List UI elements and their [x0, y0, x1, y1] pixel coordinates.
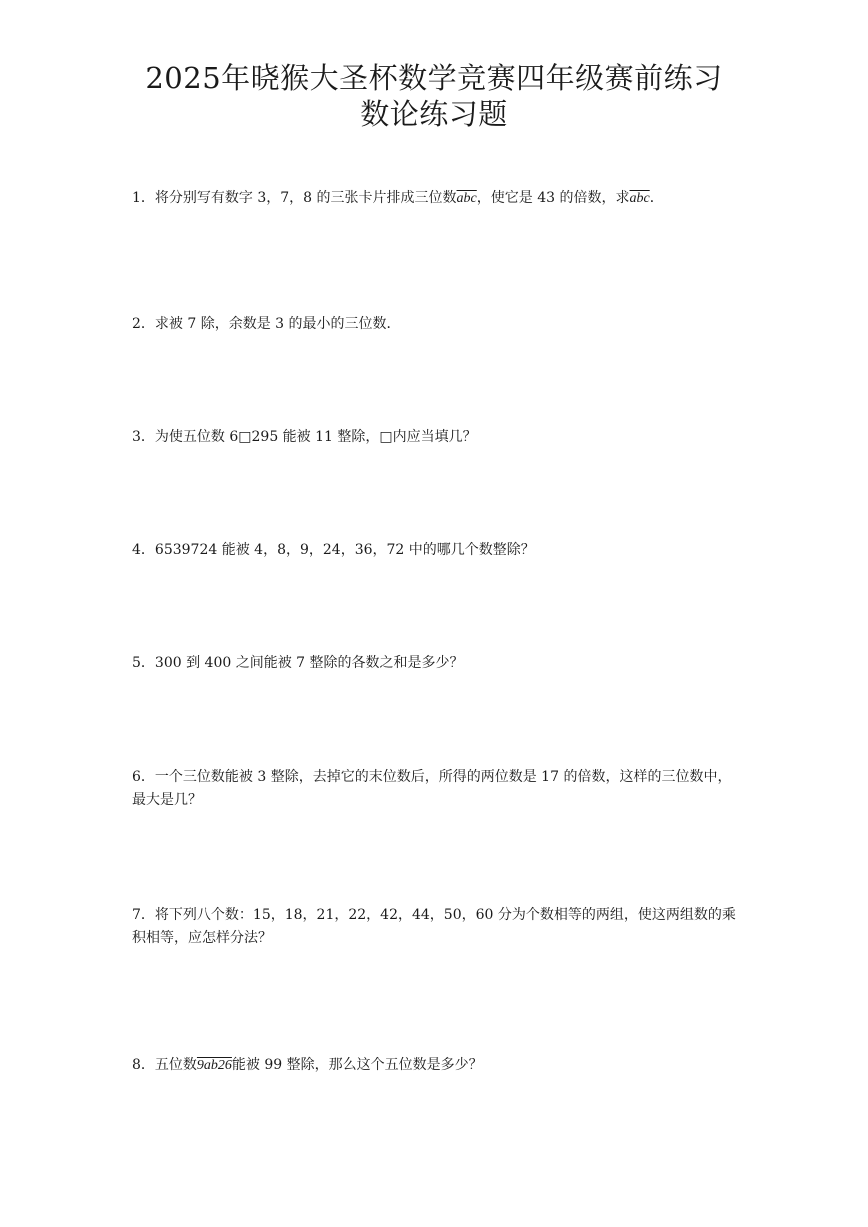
overline-number: 9ab26 [196, 1058, 232, 1073]
question-text-part: 五位数 [154, 1057, 197, 1073]
question-text: 一个三位数能被 3 整除，去掉它的末位数后，所得的两位数是 17 的倍数，这样的三位数中，最大是几？ [132, 769, 732, 808]
question-6 [132, 766, 740, 812]
question-text-part: 将分别写有数字 3，7，8 的三张卡片排成三位数 [154, 190, 457, 206]
question-number: 6． [132, 769, 155, 785]
question-number: 1． [132, 190, 155, 206]
overline-number: $\overline{abc}$ [456, 191, 477, 206]
question-number: 5． [132, 655, 155, 671]
question-text: 为使五位数 6□295 能被 11 整除，□内应当填几？ [154, 429, 477, 445]
question-number: 2． [132, 316, 155, 332]
question-2 [132, 313, 740, 336]
question-text: 6539724 能被 4，8，9，24，36，72 中的哪几个数整除？ [154, 542, 535, 558]
question-text-part: ． [649, 190, 664, 206]
question-number: 8． [132, 1057, 155, 1073]
overline-number: $\overline{abc}$ [629, 191, 650, 206]
document-title-line-2: 数论练习题 [360, 97, 508, 131]
question-number: 7． [132, 907, 155, 923]
question-text: 300 到 400 之间能被 7 整除的各数之和是多少？ [154, 655, 464, 671]
question-number: 3． [132, 429, 155, 445]
question-text: 求被 7 除，余数是 3 的最小的三位数． [154, 316, 401, 332]
document-title-line-1: 2025年晓猴大圣杯数学竞赛四年级赛前练习 [145, 61, 723, 95]
question-8 [132, 1054, 740, 1077]
question-text: 将下列八个数：15，18，21，22，42，44，50，60 分为个数相等的两组，使这两组数的乘积相等，应怎样分法？ [132, 907, 736, 946]
question-text-part: ，使它是 43 的倍数，求 [476, 190, 630, 206]
question-1 [132, 187, 740, 210]
question-4 [132, 539, 740, 562]
question-3 [132, 426, 740, 449]
question-number: 4． [132, 542, 155, 558]
question-5 [132, 652, 740, 675]
question-7 [132, 904, 740, 950]
question-text-part: 能被 99 整除，那么这个五位数是多少？ [231, 1057, 483, 1073]
